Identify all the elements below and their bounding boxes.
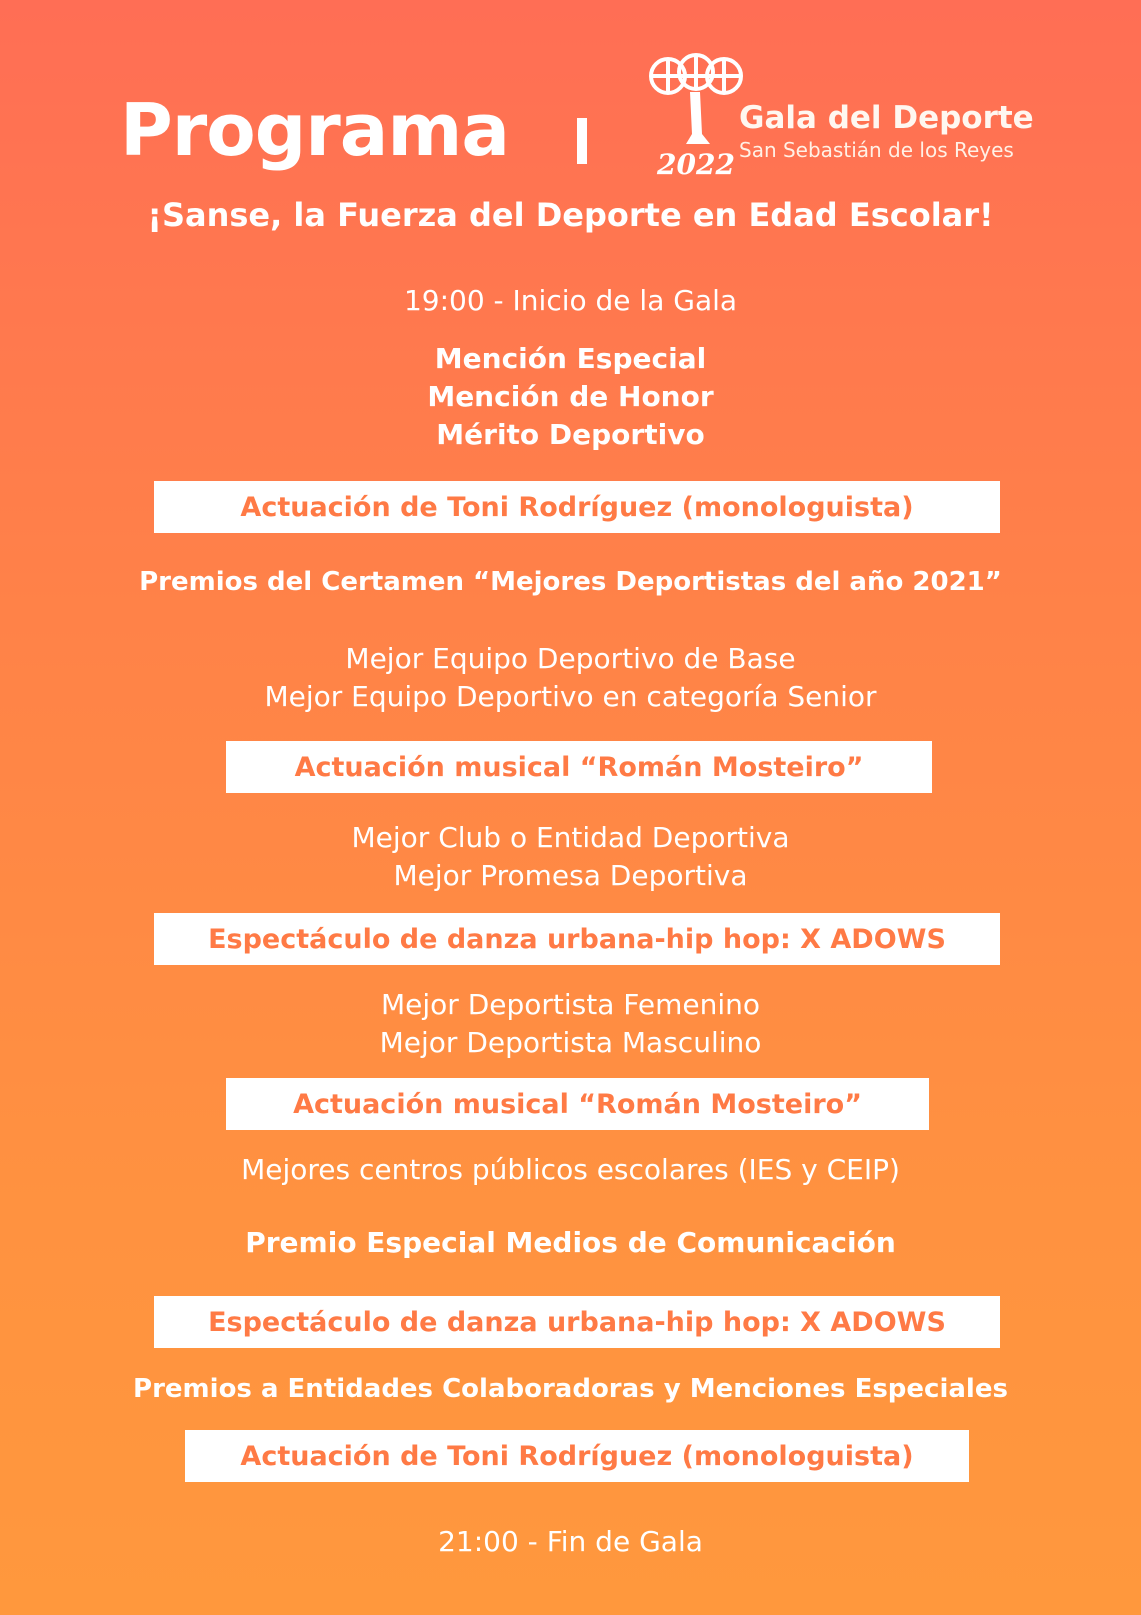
page-title: Programa <box>120 88 509 172</box>
start-time: 19:00 - Inicio de la Gala <box>403 284 738 317</box>
brand-name: Gala del Deporte <box>739 100 1034 136</box>
award-item: Mención de Honor <box>427 380 714 413</box>
schools-award: Mejores centros públicos escolares (IES y CEIP) <box>241 1153 900 1186</box>
logo-year: 2022 <box>657 148 735 180</box>
certamen-heading: Premios del Certamen “Mejores Deportistas del año 2021” <box>139 567 1002 597</box>
award-item: Mejor Equipo Deportivo en categoría Senior <box>264 680 877 713</box>
awards-group-1 <box>0 340 1141 454</box>
end-time: 21:00 - Fin de Gala <box>438 1525 703 1558</box>
gala-trophy-logo-icon <box>646 52 746 180</box>
performance-box-4: Actuación musical “Román Mosteiro” <box>226 1078 929 1130</box>
award-item: Mejor Promesa Deportiva <box>393 859 748 892</box>
subtitle: ¡Sanse, la Fuerza del Deporte en Edad Escolar! <box>147 196 994 234</box>
performance-box-5: Espectáculo de danza urbana-hip hop: X ADOWS <box>154 1296 1000 1348</box>
performance-box-6: Actuación de Toni Rodríguez (monologuista) <box>185 1430 969 1482</box>
award-item: Mérito Deportivo <box>436 418 705 451</box>
awards-group-2 <box>0 640 1141 716</box>
performance-box-1: Actuación de Toni Rodríguez (monologuista) <box>154 481 1000 533</box>
award-item: Mejor Equipo Deportivo de Base <box>345 642 796 675</box>
awards-group-3 <box>0 819 1141 895</box>
award-item: Mejor Club o Entidad Deportiva <box>351 821 790 854</box>
brand-subtitle: San Sebastián de los Reyes <box>739 138 1014 162</box>
collaborators-award: Premios a Entidades Colaboradoras y Menciones Especiales <box>133 1374 1008 1404</box>
media-award: Premio Especial Medios de Comunicación <box>245 1226 896 1259</box>
title-divider <box>577 118 587 164</box>
awards-group-4 <box>0 986 1141 1062</box>
award-item: Mejor Deportista Femenino <box>381 988 760 1021</box>
award-item: Mejor Deportista Masculino <box>379 1026 762 1059</box>
performance-box-3: Espectáculo de danza urbana-hip hop: X ADOWS <box>154 913 1000 965</box>
award-item: Mención Especial <box>434 342 707 375</box>
performance-box-2: Actuación musical “Román Mosteiro” <box>226 741 932 793</box>
